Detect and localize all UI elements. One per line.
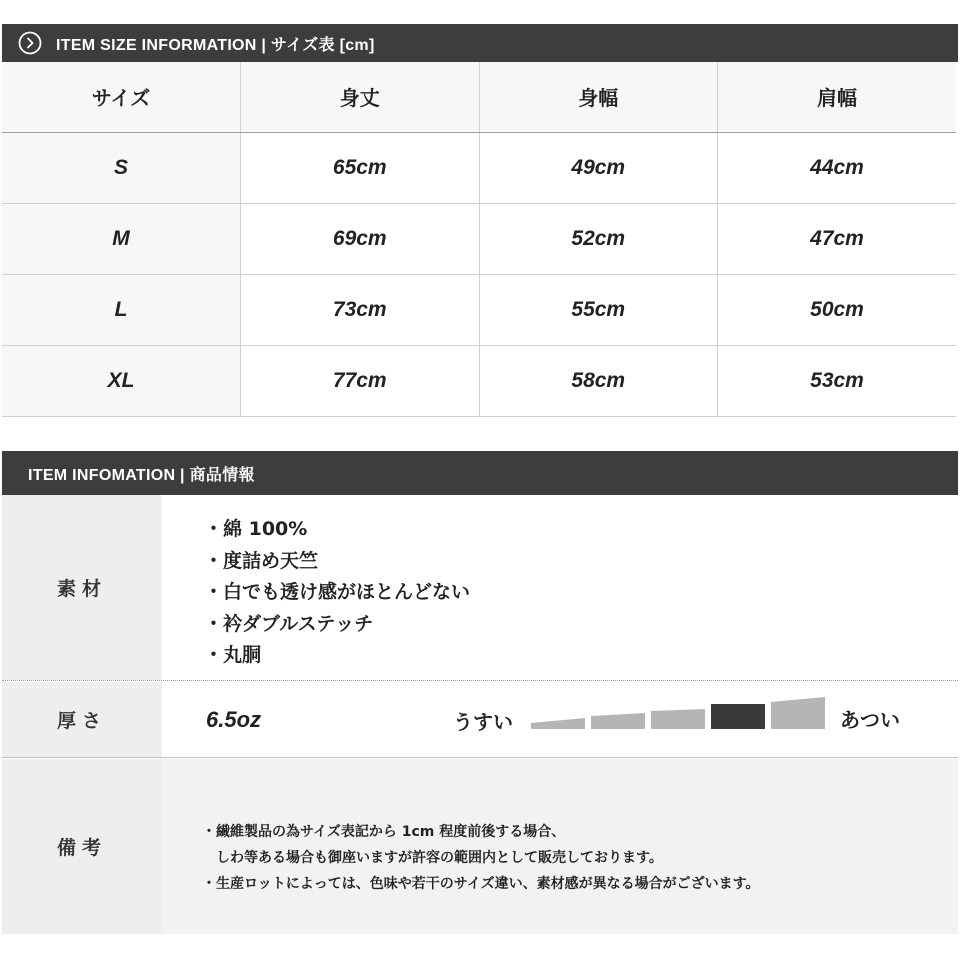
material-body xyxy=(162,495,958,680)
scale-step xyxy=(771,697,825,729)
note-line: ・生産ロットによっては、色味や若干のサイズ違い、素材感が異なる場合がございます。 xyxy=(202,876,760,892)
item-info-section-header xyxy=(2,451,958,495)
length-value: 73cm xyxy=(241,274,480,345)
shoulder-value: 53cm xyxy=(718,345,957,416)
chevron-right-circle-icon xyxy=(18,31,42,55)
thickness-scale xyxy=(162,682,958,758)
scale-step xyxy=(531,718,585,729)
shoulder-value: 47cm xyxy=(718,203,957,274)
item-info-panel xyxy=(2,495,958,934)
thickness-body xyxy=(162,682,958,757)
table-row xyxy=(2,345,956,416)
column-header-length: 身丈 xyxy=(241,62,480,132)
scale-step-selected xyxy=(711,704,765,729)
list-item: ・綿 100% xyxy=(204,518,308,540)
size-section-header xyxy=(2,24,958,62)
item-info-section-title: ITEM INFOMATION | 商品情報 xyxy=(28,466,255,484)
size-table xyxy=(2,62,956,417)
scale-step xyxy=(651,709,705,729)
material-row xyxy=(2,495,958,681)
width-value: 58cm xyxy=(479,345,718,416)
material-label: 素材 xyxy=(2,495,162,680)
size-label: M xyxy=(2,203,241,274)
length-value: 77cm xyxy=(241,345,480,416)
list-item: ・衿ダブルステッチ xyxy=(204,612,374,635)
shoulder-value: 44cm xyxy=(718,132,957,203)
size-label: L xyxy=(2,274,241,345)
width-value: 52cm xyxy=(479,203,718,274)
size-label: XL xyxy=(2,345,241,416)
note-line: しわ等ある場合も御座いますが許容の範囲内として販売しております。 xyxy=(202,850,663,866)
list-item: ・丸胴 xyxy=(204,644,262,666)
size-label: S xyxy=(2,132,241,203)
thickness-value: 6.5oz xyxy=(206,707,262,732)
notes-row xyxy=(2,759,958,934)
notes-label: 備考 xyxy=(2,759,162,934)
column-header-width: 身幅 xyxy=(479,62,718,132)
shoulder-value: 50cm xyxy=(718,274,957,345)
list-item: ・白でも透け感がほとんどない xyxy=(204,581,471,603)
scale-step xyxy=(591,713,645,729)
thickness-label: 厚さ xyxy=(2,682,162,757)
thickness-row xyxy=(2,682,958,758)
size-table-header-row xyxy=(2,62,956,132)
notes-text xyxy=(202,819,759,897)
length-value: 69cm xyxy=(241,203,480,274)
note-line: ・繊維製品の為サイズ表記から 1cm 程度前後する場合、 xyxy=(202,824,566,840)
scale-thick-label: あつい xyxy=(840,708,900,732)
material-list xyxy=(204,514,470,672)
notes-body xyxy=(162,759,958,934)
table-row xyxy=(2,274,956,345)
width-value: 49cm xyxy=(479,132,718,203)
length-value: 65cm xyxy=(241,132,480,203)
table-row xyxy=(2,132,956,203)
size-section-title: ITEM SIZE INFORMATION | サイズ表 [cm] xyxy=(56,36,375,54)
list-item: ・度詰め天竺 xyxy=(204,549,319,572)
width-value: 55cm xyxy=(479,274,718,345)
column-header-shoulder: 肩幅 xyxy=(718,62,957,132)
scale-thin-label: うすい xyxy=(453,710,513,734)
column-header-size: サイズ xyxy=(2,62,241,132)
table-row xyxy=(2,203,956,274)
